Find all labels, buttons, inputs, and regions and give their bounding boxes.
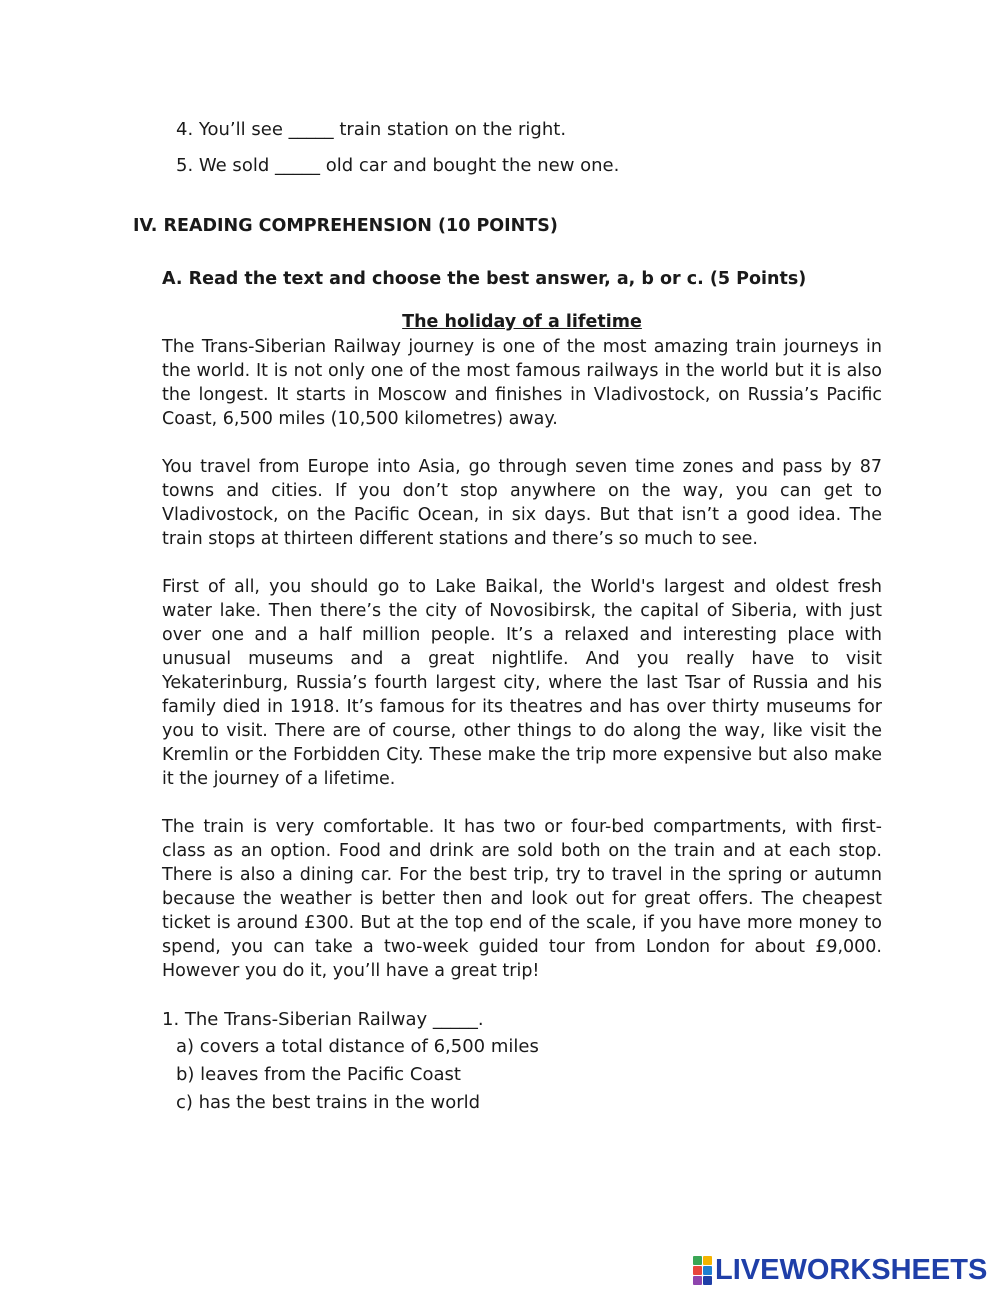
reading-paragraph-1: The Trans-Siberian Railway journey is one of the most amazing train journeys in the world. It is not only one of the most famous railways in the world but it is also the longest. It starts in Moscow and finishes in Vladivostock, on Russia’s Pacific Coast, 6,500 miles (10,500 kilometres) away.: [162, 337, 882, 429]
reading-paragraph-4: The train is very comfortable. It has two or four-bed compartments, with first-class as an option. Food and drink are sold both on the train and at each stop. There is also a dining car. For the best trip, try to travel in the spring or autumn because the weather is better then and look out for great offers. The cheapest ticket is around £300. But at the top end of the scale, if you have more money to spend, you can take a two-week guided tour from London for about £9,000. However you do it, you’ll have a great trip!: [162, 817, 882, 981]
question-1-option-a[interactable]: a) covers a total distance of 6,500 miles: [176, 1036, 539, 1057]
reading-title: The holiday of a lifetime: [402, 312, 642, 332]
question-1-option-c[interactable]: c) has the best trains in the world: [176, 1092, 481, 1113]
liveworksheets-logo-icon: [693, 1256, 712, 1285]
question-1-stem: 1. The Trans-Siberian Railway _____.: [162, 1009, 484, 1030]
liveworksheets-logo-text: LIVEWORKSHEETS: [715, 1253, 988, 1286]
liveworksheets-logo[interactable]: [693, 1255, 987, 1285]
reading-paragraph-3: First of all, you should go to Lake Baikal, the World's largest and oldest fresh water lake. Then there’s the city of Novosibirsk, the capital of Siberia, with just over one and a half million people. It’s a relaxed and interesting place with unusual museums and a great nightlife. And you really have to visit Yekaterinburg, Russia’s fourth largest city, where the last Tsar of Russia and his family died in 1918. It’s famous for its theatres and has over thirty museums for you to visit. There are of course, other things to do along the way, like visit the Kremlin or the Forbidden City. These make the trip more expensive but also make it the journey of a lifetime.: [162, 577, 882, 789]
section-heading: IV. READING COMPREHENSION (10 POINTS): [133, 216, 558, 236]
subsection-heading: A. Read the text and choose the best answer, a, b or c. (5 Points): [162, 269, 807, 289]
question-1-option-b[interactable]: b) leaves from the Pacific Coast: [176, 1064, 461, 1085]
reading-paragraph-2: You travel from Europe into Asia, go through seven time zones and pass by 87 towns and cities. If you don’t stop anywhere on the way, you can get to Vladivostock, on the Pacific Ocean, in six days. But that isn’t a good idea. The train stops at thirteen different stations and there’s so much to see.: [162, 457, 882, 549]
exercise-item-4: 4. You’ll see _____ train station on the right.: [176, 119, 567, 140]
exercise-item-5: 5. We sold _____ old car and bought the new one.: [176, 155, 620, 176]
